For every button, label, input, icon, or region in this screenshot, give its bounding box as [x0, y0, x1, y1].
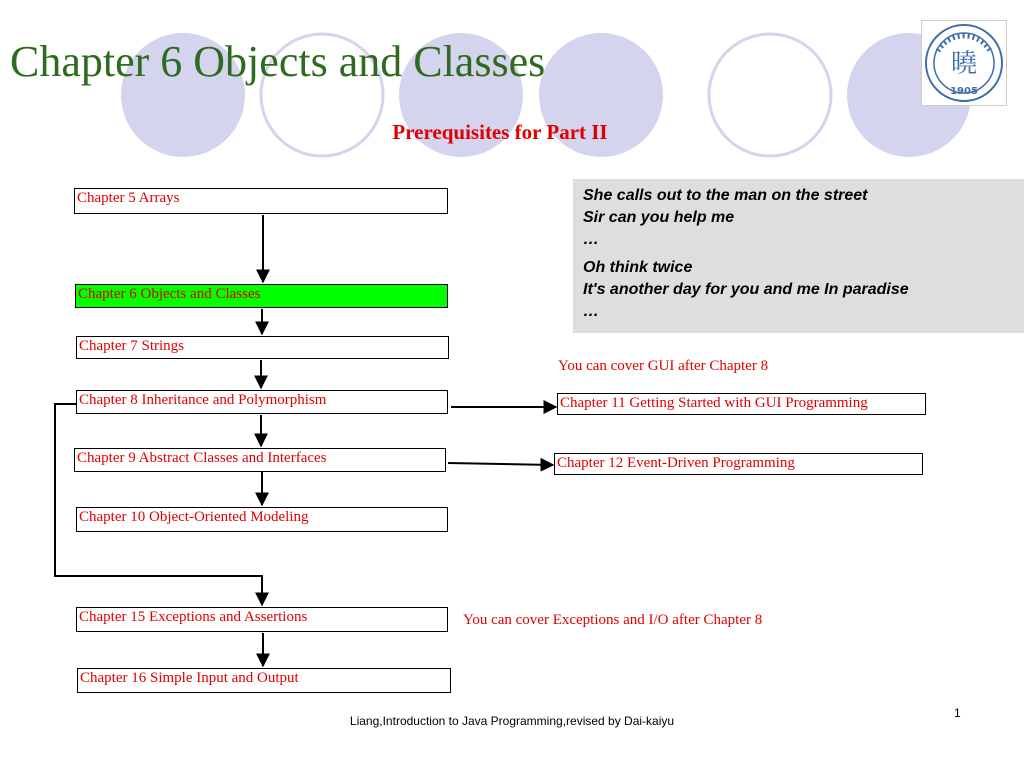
seal-year: 1905 [950, 86, 978, 97]
note-exceptions: You can cover Exceptions and I/O after Chapter 8 [463, 612, 763, 628]
box-chapter-16: Chapter 16 Simple Input and Output [77, 668, 451, 693]
slide-footer: Liang,Introduction to Java Programming,revised by Dai-kaiyu [349, 714, 675, 728]
box-chapter-10: Chapter 10 Object-Oriented Modeling [76, 507, 448, 532]
quote-line: It's another day for you and me In paradise [583, 281, 909, 298]
quote-line: … [583, 303, 599, 320]
arrow-ch9-ch12 [448, 463, 553, 465]
box-chapter-5: Chapter 5 Arrays [74, 188, 448, 214]
box-chapter-9: Chapter 9 Abstract Classes and Interfaces [74, 448, 446, 472]
box-chapter-11: Chapter 11 Getting Started with GUI Programming [557, 393, 926, 415]
box-chapter-6: Chapter 6 Objects and Classes [75, 284, 448, 308]
box-chapter-12: Chapter 12 Event-Driven Programming [554, 453, 923, 475]
seal-char: 曉 [950, 49, 978, 79]
box-chapter-15: Chapter 15 Exceptions and Assertions [76, 607, 448, 632]
page-number: 1 [954, 706, 961, 720]
slide-subtitle: Prerequisites for Part II [392, 120, 608, 144]
slide-title: Chapter 6 Objects and Classes [10, 37, 546, 86]
quote-line: She calls out to the man on the street [583, 187, 868, 204]
quote-line: … [583, 231, 599, 248]
box-chapter-7: Chapter 7 Strings [76, 336, 449, 359]
arrow-ch8-ch15 [55, 404, 262, 605]
box-chapter-8: Chapter 8 Inheritance and Polymorphism [76, 390, 448, 414]
note-gui: You can cover GUI after Chapter 8 [558, 358, 769, 374]
quote-line: Sir can you help me [583, 209, 735, 226]
quote-line: Oh think twice [583, 259, 693, 276]
